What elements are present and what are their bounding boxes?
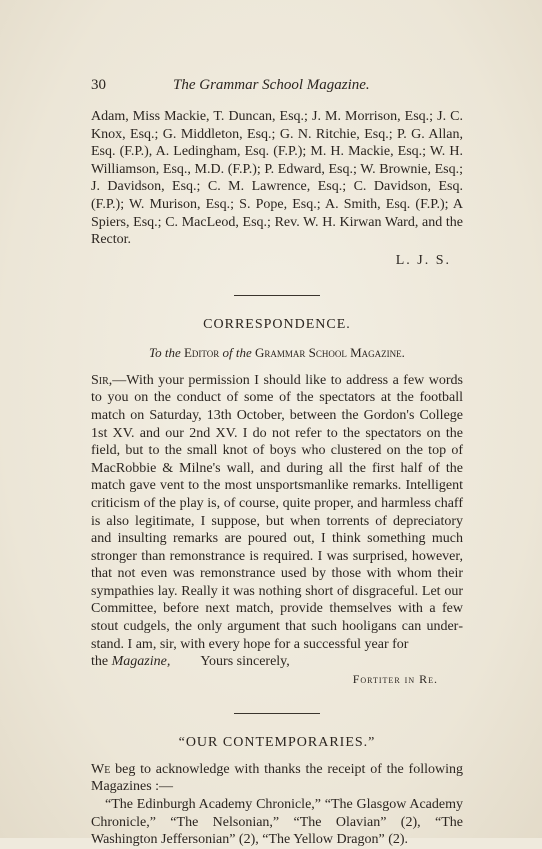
subheading-to-the: To the	[149, 344, 181, 360]
donor-list-signature: L. J. S.	[395, 252, 451, 268]
running-head	[91, 77, 463, 94]
letter-salutation: Sir,	[91, 372, 113, 388]
intro-text: beg to acknowledge with thanks the receipt of the following Magazines :—	[91, 761, 463, 795]
page-content	[91, 77, 463, 849]
journal-title: The Grammar School Magazine.	[173, 77, 370, 93]
subheading-editor: Editor	[183, 344, 220, 360]
correspondence-heading: CORRESPONDENCE.	[203, 316, 351, 332]
subheading-magazine-name: Grammar School Magazine.	[255, 344, 405, 360]
donor-list-paragraph: Adam, Miss Mackie, T. Duncan, Esq.; J. M. Morrison, Esq.; J. C. Knox, Esq.; G. Middleton, Esq.; G. N. Ritchie, Esq.; P. G. Allan, Esq. (F.P.), A. Ledingham, Esq. (F.P.); M. H. Mackie, Esq.; W. H. Williamson, Esq., M.D. (F.P.); P. Edward, Esq.; W. Brownie, Esq.; J. Davidson, Esq.; C. M. Lawrence, Esq.; C. Davidson, Esq. (F.P.); W. Murison, Esq.; S. Pope, Esq.; A. Smith, Esq. (F.P.); A Spiers, Esq.; C. MacLeod, Esq.; Rev. W. H. Kirwan Ward, and the Rector.	[91, 109, 463, 248]
letter-closing	[91, 653, 463, 671]
closing-yours-sincerely: Yours sincerely,	[200, 654, 290, 670]
section-divider	[234, 295, 320, 296]
contemporaries-intro	[91, 761, 463, 796]
closing-the: the	[91, 654, 109, 670]
section-divider-2	[234, 713, 320, 714]
subheading-of-the: of the	[222, 344, 252, 360]
closing-magazine: Magazine,	[111, 654, 171, 670]
letter-signer: Fortiter in Re.	[352, 671, 438, 686]
intro-we: We	[91, 761, 111, 777]
letter-body	[91, 372, 463, 654]
contemporaries-list: “The Edinburgh Academy Chronicle,” “The Glasgow Academy Chronicle,” “The Nelsonian,” “The Olavian” (2), “The Washington Jeffersonian” (2), “The Yellow Dragon” (2).	[91, 797, 463, 848]
contemporaries-heading: “OUR CONTEMPORARIES.”	[178, 734, 376, 750]
page-number: 30	[91, 77, 106, 93]
letter-text: —With your permission I should like to address a few words to you on the conduct of some of the spectators at the football match on Saturday, 13th October, between the Gordon's College 1st XV. and our 2nd XV. I do not refer to the spectators on the field, but to the small knot of boys who clustered on the top of MacRobbie & Milne's wall, and during all the first half of the match gave vent to the most unsportsmanlike remarks. Intelligent criticism of the play is, of course, quite proper, and harmless chaff is also legitimate, I suppose, but when torrents of depreciatory and insulting remarks are poured out, I think something much stronger than remonstrance is required. I was surprised, however, that not even was remonstrance used by those with whom their sympathies lay. Really it was nothing short of disgraceful. Let our Committee, before next match, provide themselves with a few stout cudgels, the only argument that such hooligans can understand. I am, sir, with every hope for a successful year for	[91, 372, 463, 652]
correspondence-subheading	[91, 345, 463, 361]
